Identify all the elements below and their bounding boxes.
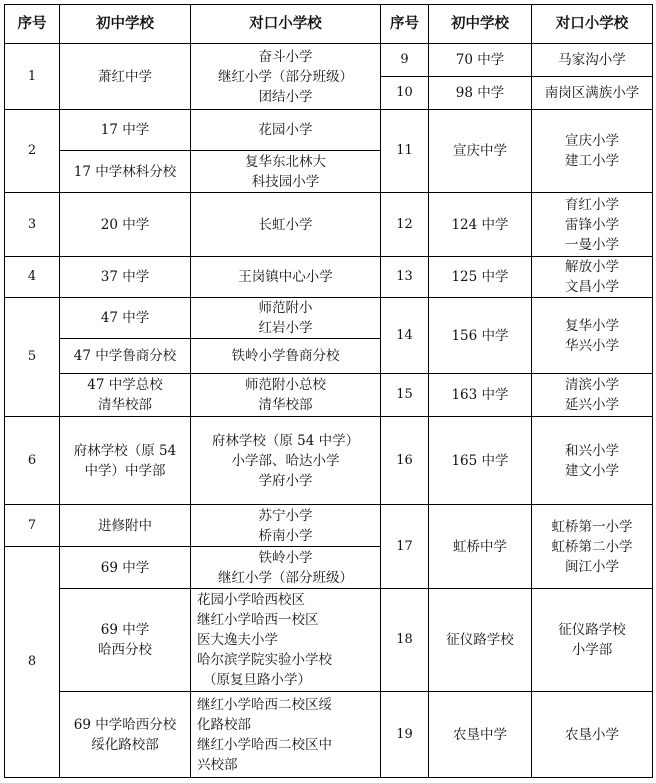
left-middle-8a: 69 中学: [60, 547, 191, 589]
right-middle-17: 虹桥中学: [429, 505, 532, 589]
right-middle-11: 宣庆中学: [429, 110, 532, 193]
right-no-9: 9: [381, 44, 429, 77]
table-row: [5, 193, 653, 257]
right-no-10: 10: [381, 77, 429, 110]
table-row: [5, 417, 653, 505]
right-middle-18: 征仪路学校: [429, 589, 532, 692]
left-primary-7: 苏宁小学 桥南小学: [191, 505, 381, 547]
left-middle-1: 萧红中学: [60, 44, 191, 110]
left-no-5: 5: [5, 298, 60, 417]
left-middle-8b: 69 中学 哈西分校: [60, 589, 191, 692]
left-primary-2b: 复华东北林大 科技园小学: [191, 151, 381, 193]
left-primary-5b: 铁岭小学鲁商分校: [191, 339, 381, 374]
left-primary-2a: 花园小学: [191, 110, 381, 151]
table-row: [5, 44, 653, 77]
left-primary-3: 长虹小学: [191, 193, 381, 257]
left-no-7: 7: [5, 505, 60, 547]
right-no-14: 14: [381, 298, 429, 374]
right-middle-12: 124 中学: [429, 193, 532, 257]
right-primary-11: 宣庆小学 建工小学: [532, 110, 653, 193]
table-row: [5, 589, 653, 692]
left-middle-2a: 17 中学: [60, 110, 191, 151]
header-no-left: 序号: [5, 5, 60, 44]
right-middle-14: 156 中学: [429, 298, 532, 374]
left-middle-8c: 69 中学哈西分校 绥化路校部: [60, 692, 191, 778]
right-middle-10: 98 中学: [429, 77, 532, 110]
header-row: [5, 5, 653, 44]
right-no-15: 15: [381, 374, 429, 417]
left-primary-8c: 继红小学哈西二校区绥 化路校部 继红小学哈西二校区中 兴校部: [191, 692, 381, 778]
right-no-18: 18: [381, 589, 429, 692]
left-primary-8a: 铁岭小学 继红小学（部分班级）: [191, 547, 381, 589]
table-row: [5, 257, 653, 298]
left-no-2: 2: [5, 110, 60, 193]
left-primary-5c: 师范附小总校 清华校部: [191, 374, 381, 417]
header-primary-right: 对口小学校: [532, 5, 653, 44]
right-primary-14: 复华小学 华兴小学: [532, 298, 653, 374]
left-no-3: 3: [5, 193, 60, 257]
left-middle-5a: 47 中学: [60, 298, 191, 339]
right-middle-19: 农垦中学: [429, 692, 532, 778]
right-primary-18: 征仪路学校 小学部: [532, 589, 653, 692]
header-no-right: 序号: [381, 5, 429, 44]
right-primary-13: 解放小学 文昌小学: [532, 257, 653, 298]
right-primary-15: 清滨小学 延兴小学: [532, 374, 653, 417]
right-middle-16: 165 中学: [429, 417, 532, 505]
right-middle-15: 163 中学: [429, 374, 532, 417]
right-primary-10: 南岗区满族小学: [532, 77, 653, 110]
table-row: [5, 505, 653, 547]
table-row: [5, 374, 653, 417]
left-primary-4: 王岗镇中心小学: [191, 257, 381, 298]
header-primary-left: 对口小学校: [191, 5, 381, 44]
left-no-6: 6: [5, 417, 60, 505]
right-no-11: 11: [381, 110, 429, 193]
right-no-12: 12: [381, 193, 429, 257]
header-middle-left: 初中学校: [60, 5, 191, 44]
left-primary-5a: 师范附小 红岩小学: [191, 298, 381, 339]
table-row: [5, 298, 653, 339]
table-row: [5, 692, 653, 778]
header-middle-right: 初中学校: [429, 5, 532, 44]
right-primary-16: 和兴小学 建文小学: [532, 417, 653, 505]
table-row: [5, 110, 653, 151]
right-primary-19: 农垦小学: [532, 692, 653, 778]
left-middle-5b: 47 中学鲁商分校: [60, 339, 191, 374]
left-primary-6: 府林学校（原 54 中学） 小学部、哈达小学 学府小学: [191, 417, 381, 505]
school-assignment-table: [4, 4, 653, 778]
left-primary-1: 奋斗小学 继红小学（部分班级） 团结小学: [191, 44, 381, 110]
left-middle-4: 37 中学: [60, 257, 191, 298]
left-no-4: 4: [5, 257, 60, 298]
right-middle-9: 70 中学: [429, 44, 532, 77]
right-primary-12: 育红小学 雷锋小学 一曼小学: [532, 193, 653, 257]
right-primary-17: 虹桥第一小学 虹桥第二小学 闽江小学: [532, 505, 653, 589]
left-middle-7: 进修附中: [60, 505, 191, 547]
left-no-1: 1: [5, 44, 60, 110]
right-no-17: 17: [381, 505, 429, 589]
right-no-13: 13: [381, 257, 429, 298]
left-middle-6: 府林学校（原 54 中学）中学部: [60, 417, 191, 505]
left-middle-2b: 17 中学林科分校: [60, 151, 191, 193]
left-middle-3: 20 中学: [60, 193, 191, 257]
left-no-8: 8: [5, 547, 60, 778]
left-middle-5c: 47 中学总校 清华校部: [60, 374, 191, 417]
right-primary-9: 马家沟小学: [532, 44, 653, 77]
right-no-16: 16: [381, 417, 429, 505]
right-no-19: 19: [381, 692, 429, 778]
right-middle-13: 125 中学: [429, 257, 532, 298]
left-primary-8b: 花园小学哈西校区 继红小学哈西一校区 医大逸夫小学 哈尔滨学院实验小学校 （原复旦路小学）: [191, 589, 381, 692]
